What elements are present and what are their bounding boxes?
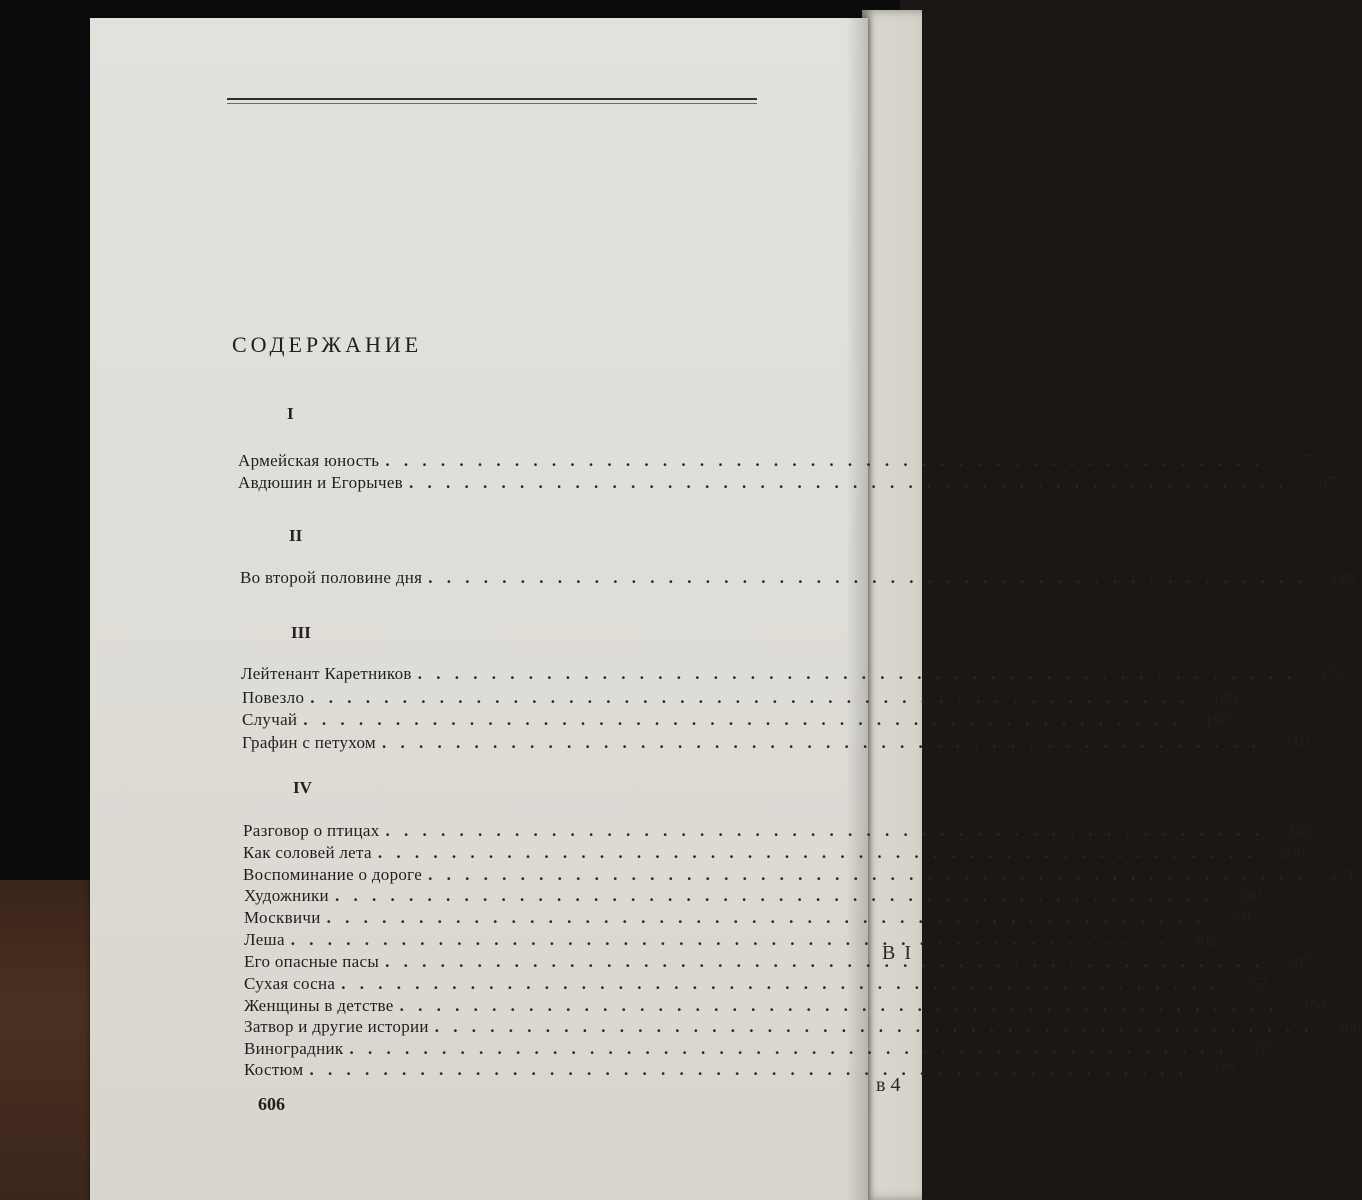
- entry-title: Москвичи: [244, 908, 321, 927]
- entry-page: 357: [1242, 974, 1269, 993]
- entry-page: 372: [1250, 1039, 1277, 1058]
- entry-title: Сухая сосна: [244, 974, 336, 993]
- entry-page: 307: [1286, 952, 1312, 971]
- dot-leader: [400, 996, 1279, 1016]
- facing-page-fragment: в 4: [876, 1074, 901, 1096]
- dot-leader: [385, 952, 1264, 972]
- toc-entry[interactable]: [241, 664, 1345, 688]
- dot-leader: [310, 688, 1189, 708]
- toc-entry[interactable]: [243, 821, 1313, 845]
- toc-entry[interactable]: [244, 1060, 1237, 1084]
- entry-title: Костюм: [244, 1060, 304, 1079]
- entry-title: Художники: [244, 886, 329, 905]
- dot-leader: [386, 821, 1265, 841]
- entry-page: 266: [1279, 843, 1305, 862]
- entry-page: 280: [1236, 886, 1262, 905]
- dot-leader: [435, 1017, 1314, 1037]
- entry-title: Леша: [244, 930, 285, 949]
- entry-page: 198: [1204, 710, 1231, 729]
- entry-title: Во второй половине дня: [240, 568, 423, 587]
- dot-leader: [409, 473, 1288, 493]
- entry-page: 172: [1318, 664, 1345, 683]
- entry-page: 302: [1192, 930, 1218, 949]
- dot-leader: [428, 865, 1307, 885]
- entry-page: 67: [1318, 473, 1336, 492]
- toc-title: СОДЕРЖАНИЕ: [232, 332, 423, 357]
- entry-page: 271: [1329, 865, 1355, 884]
- entry-page: 120: [1329, 568, 1356, 587]
- entry-page: 366: [1336, 1017, 1362, 1036]
- entry-page: 364: [1300, 996, 1327, 1015]
- dot-leader: [335, 886, 1214, 906]
- toc-entry[interactable]: [243, 843, 1305, 867]
- page-number: 606: [258, 1094, 285, 1114]
- entry-title: Затвор и другие истории: [244, 1017, 429, 1036]
- toc-entry[interactable]: [244, 886, 1262, 910]
- entry-page: 186: [1211, 688, 1238, 707]
- entry-title: Лейтенант Каретников: [241, 664, 412, 683]
- entry-page: 262: [1286, 821, 1313, 840]
- entry-title: Воспоминание о дороге: [243, 865, 423, 884]
- entry-page: 291: [1227, 908, 1254, 927]
- header-rule: [227, 98, 757, 100]
- dot-leader: [349, 1039, 1228, 1059]
- toc-entry[interactable]: [238, 473, 1336, 497]
- dot-leader: [303, 710, 1182, 730]
- dot-leader: [327, 908, 1206, 928]
- entry-title: Как соловей лета: [243, 843, 372, 862]
- entry-page: 375: [1210, 1060, 1237, 1079]
- dot-leader: [291, 930, 1170, 950]
- toc-entry[interactable]: [244, 974, 1269, 998]
- toc-entry[interactable]: [244, 1017, 1362, 1041]
- entry-title: Авдюшин и Егорычев: [238, 473, 403, 492]
- section-numeral: IV: [293, 778, 312, 797]
- dot-leader: [385, 451, 1264, 471]
- entry-title: Армейская юность: [238, 451, 380, 470]
- toc-entry[interactable]: [238, 451, 1313, 475]
- dot-leader: [341, 974, 1220, 994]
- facing-page-fragment: В I: [882, 942, 913, 964]
- toc-entry[interactable]: [242, 688, 1238, 712]
- toc-entry[interactable]: [244, 908, 1254, 932]
- entry-page: 7: [1303, 451, 1313, 470]
- toc-entry[interactable]: [242, 710, 1231, 734]
- header-rule-thin: [227, 103, 757, 104]
- entry-title: Случай: [242, 710, 298, 729]
- dot-leader: [378, 843, 1257, 863]
- entry-title: Повезло: [242, 688, 305, 707]
- section-numeral: I: [287, 404, 294, 423]
- entry-page: 210: [1283, 733, 1309, 752]
- section-numeral: III: [291, 623, 311, 642]
- dot-leader: [309, 1060, 1188, 1080]
- toc-entry[interactable]: [240, 568, 1356, 592]
- dot-leader: [418, 664, 1297, 684]
- section-numeral: II: [289, 526, 303, 545]
- dot-leader: [428, 568, 1307, 588]
- entry-title: Графин с петухом: [242, 733, 376, 752]
- entry-title: Женщины в детстве: [244, 996, 394, 1015]
- dot-leader: [382, 733, 1261, 753]
- toc-entry[interactable]: [242, 733, 1309, 757]
- entry-title: Виноградник: [244, 1039, 344, 1058]
- entry-title: Его опасные пасы: [244, 952, 380, 971]
- entry-title: Разговор о птицах: [243, 821, 380, 840]
